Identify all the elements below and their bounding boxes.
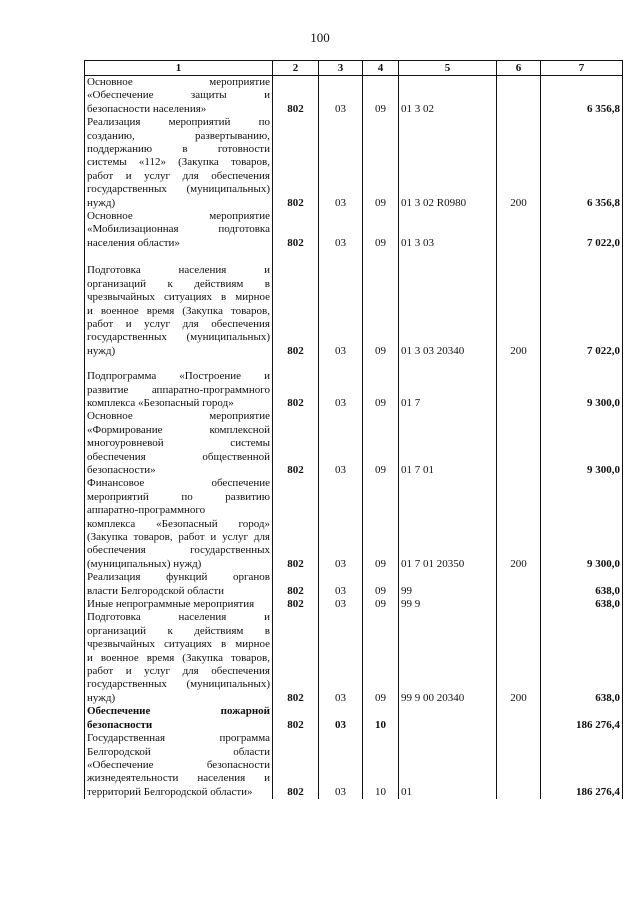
row-name-line: нужд) <box>87 196 116 209</box>
table-row <box>85 571 623 598</box>
row-gr: 802 <box>273 76 319 117</box>
row-sum: 186 276,4 <box>541 705 623 732</box>
row-name-line: Государственная программа <box>87 732 270 745</box>
row-name-line: Основное мероприятие <box>87 76 270 88</box>
row-name <box>85 410 273 477</box>
spacer-cell <box>541 250 623 264</box>
row-vr <box>497 76 541 117</box>
row-gr: 802 <box>273 732 319 799</box>
row-gr: 802 <box>273 210 319 250</box>
row-vr: 200 <box>497 264 541 358</box>
table-row <box>85 210 623 250</box>
row-name-line: государственных (муниципальных) <box>87 331 270 344</box>
row-name-line: Реализация мероприятий по <box>87 116 270 129</box>
row-name-line: «Формирование комплексной <box>87 423 270 436</box>
row-gr: 802 <box>273 571 319 598</box>
row-vr <box>497 732 541 799</box>
row-rz: 03 <box>319 210 363 250</box>
row-csr: 99 9 00 20340 <box>399 611 497 705</box>
spacer-cell <box>363 358 399 370</box>
spacer-cell <box>319 358 363 370</box>
row-sum: 638,0 <box>541 611 623 705</box>
row-rz: 03 <box>319 571 363 598</box>
row-csr: 99 9 <box>399 598 497 611</box>
row-gr: 802 <box>273 116 319 210</box>
spacer-cell <box>399 250 497 264</box>
row-rz: 03 <box>319 611 363 705</box>
row-pr: 09 <box>363 598 399 611</box>
row-name-line: комплекса «Безопасный город» <box>87 396 234 409</box>
row-name-line: населения области» <box>87 236 180 249</box>
row-name-line: «Мобилизационная подготовка <box>87 223 270 236</box>
header-col-5: 5 <box>399 61 497 76</box>
row-name-line: системы «112» (Закупка товаров, <box>87 156 270 169</box>
spacer-cell <box>541 358 623 370</box>
row-name-line: Иные непрограммные мероприятия <box>87 598 255 611</box>
row-name-line: Финансовое обеспечение <box>87 477 270 490</box>
row-rz: 03 <box>319 370 363 410</box>
row-rz: 03 <box>319 598 363 611</box>
row-name <box>85 477 273 571</box>
row-vr <box>497 410 541 477</box>
row-name <box>85 611 273 705</box>
row-sum: 7 022,0 <box>541 210 623 250</box>
row-pr: 10 <box>363 732 399 799</box>
table-body <box>85 76 623 800</box>
row-gr: 802 <box>273 611 319 705</box>
spacer-cell <box>497 358 541 370</box>
table-row <box>85 76 623 117</box>
row-name-line: нужд) <box>87 691 116 704</box>
row-name-line: Основное мероприятие <box>87 410 270 423</box>
row-csr <box>399 705 497 732</box>
header-col-1: 1 <box>85 61 273 76</box>
row-sum: 638,0 <box>541 571 623 598</box>
row-rz: 03 <box>319 732 363 799</box>
row-name-line: работ и услуг для обеспечения <box>87 665 270 678</box>
spacer-cell <box>497 250 541 264</box>
row-gr: 802 <box>273 598 319 611</box>
row-sum: 7 022,0 <box>541 264 623 358</box>
row-name <box>85 76 273 117</box>
row-name-line: территорий Белгородской области» <box>87 785 253 798</box>
row-csr: 01 3 03 20340 <box>399 264 497 358</box>
row-sum: 9 300,0 <box>541 370 623 410</box>
row-gr: 802 <box>273 705 319 732</box>
row-name <box>85 732 273 799</box>
row-name-line: чрезвычайных ситуациях в мирное <box>87 638 270 651</box>
row-rz: 03 <box>319 477 363 571</box>
table-row <box>85 116 623 210</box>
row-sum: 9 300,0 <box>541 410 623 477</box>
row-vr <box>497 210 541 250</box>
row-gr: 802 <box>273 410 319 477</box>
row-name-line: мероприятий по развитию <box>87 490 270 503</box>
row-name-line: организаций к действиям в <box>87 624 270 637</box>
row-name-line: обеспечения государственных <box>87 544 270 557</box>
row-pr: 09 <box>363 410 399 477</box>
table-row <box>85 264 623 358</box>
table-row <box>85 477 623 571</box>
row-csr: 01 <box>399 732 497 799</box>
row-pr: 09 <box>363 264 399 358</box>
header-col-3: 3 <box>319 61 363 76</box>
row-rz: 03 <box>319 705 363 732</box>
row-csr: 01 3 02 R0980 <box>399 116 497 210</box>
row-pr: 09 <box>363 210 399 250</box>
table-row <box>85 705 623 732</box>
row-name-line: Реализация функций органов <box>87 571 270 584</box>
row-rz: 03 <box>319 116 363 210</box>
row-name-line: и военное время (Закупка товаров, <box>87 651 270 664</box>
row-vr <box>497 370 541 410</box>
row-name-line: государственных (муниципальных) <box>87 183 270 196</box>
row-name-line: Подготовка населения и <box>87 264 270 277</box>
budget-table <box>84 60 623 799</box>
row-name-line: обеспечения общественной <box>87 450 270 463</box>
row-gr: 802 <box>273 264 319 358</box>
row-vr: 200 <box>497 477 541 571</box>
row-name-line: созданию, развертыванию, <box>87 129 270 142</box>
row-csr: 01 3 03 <box>399 210 497 250</box>
spacer-cell <box>85 250 273 264</box>
row-pr: 09 <box>363 571 399 598</box>
table-header-row <box>85 61 623 76</box>
row-name <box>85 370 273 410</box>
row-csr: 01 7 01 20350 <box>399 477 497 571</box>
row-name-line: Обеспечение пожарной <box>87 705 270 718</box>
row-name-line: государственных (муниципальных) <box>87 678 270 691</box>
row-name-line: власти Белгородской области <box>87 584 225 597</box>
row-name-line: (Закупка товаров, работ и услуг для <box>87 531 270 543</box>
row-name-line: безопасности <box>87 718 153 731</box>
row-name-line: работ и услуг для обеспечения <box>87 169 270 182</box>
row-pr: 09 <box>363 76 399 117</box>
row-name-line: «Обеспечение безопасности <box>87 758 270 771</box>
spacer-cell <box>273 250 319 264</box>
row-name-line: Подготовка населения и <box>87 611 270 624</box>
table-row <box>85 370 623 410</box>
row-name <box>85 598 273 611</box>
spacer-cell <box>399 358 497 370</box>
row-vr: 200 <box>497 116 541 210</box>
row-sum: 186 276,4 <box>541 732 623 799</box>
row-rz: 03 <box>319 410 363 477</box>
row-sum: 6 356,8 <box>541 76 623 117</box>
spacer-cell <box>273 358 319 370</box>
row-sum: 9 300,0 <box>541 477 623 571</box>
row-rz: 03 <box>319 76 363 117</box>
row-vr: 200 <box>497 611 541 705</box>
row-name-line: комплекса «Безопасный город» <box>87 517 270 530</box>
row-name-line: чрезвычайных ситуациях в мирное <box>87 291 270 304</box>
row-csr: 99 <box>399 571 497 598</box>
row-name-line: Подпрограмма «Построение и <box>87 370 270 383</box>
row-spacer <box>85 358 623 370</box>
row-name <box>85 264 273 358</box>
table-row <box>85 611 623 705</box>
row-pr: 09 <box>363 611 399 705</box>
row-name-line: (муниципальных) нужд) <box>87 557 202 570</box>
table-row <box>85 410 623 477</box>
row-name-line: работ и услуг для обеспечения <box>87 317 270 330</box>
row-name <box>85 705 273 732</box>
spacer-cell <box>363 250 399 264</box>
row-name <box>85 210 273 250</box>
row-name-line: безопасности» <box>87 463 156 476</box>
page-number: 100 <box>310 30 330 45</box>
row-vr <box>497 598 541 611</box>
row-gr: 802 <box>273 477 319 571</box>
table-row <box>85 732 623 799</box>
row-rz: 03 <box>319 264 363 358</box>
spacer-cell <box>319 250 363 264</box>
row-vr <box>497 705 541 732</box>
row-pr: 10 <box>363 705 399 732</box>
row-vr <box>497 571 541 598</box>
row-pr: 09 <box>363 370 399 410</box>
table-row <box>85 598 623 611</box>
row-spacer <box>85 250 623 264</box>
row-name <box>85 571 273 598</box>
row-name-line: поддержанию в готовности <box>87 143 270 156</box>
row-sum: 638,0 <box>541 598 623 611</box>
row-name-line: и военное время (Закупка товаров, <box>87 304 270 317</box>
row-name-line: Основное мероприятие <box>87 210 270 223</box>
row-name <box>85 116 273 210</box>
header-col-2: 2 <box>273 61 319 76</box>
row-pr: 09 <box>363 116 399 210</box>
row-name-line: аппаратно-программного <box>87 504 206 517</box>
row-name-line: развитие аппаратно-программного <box>87 383 270 396</box>
row-gr: 802 <box>273 370 319 410</box>
row-name-line: Белгородской области <box>87 745 270 758</box>
header-col-7: 7 <box>541 61 623 76</box>
row-name-line: нужд) <box>87 344 116 357</box>
header-col-6: 6 <box>497 61 541 76</box>
row-name-line: организаций к действиям в <box>87 277 270 290</box>
row-name-line: жизнедеятельности населения и <box>87 772 270 785</box>
row-name-line: безопасности населения» <box>87 102 207 115</box>
row-name-line: «Обеспечение защиты и <box>87 89 270 102</box>
row-name-line: многоуровневой системы <box>87 437 270 450</box>
row-csr: 01 7 01 <box>399 410 497 477</box>
header-col-4: 4 <box>363 61 399 76</box>
row-pr: 09 <box>363 477 399 571</box>
spacer-cell <box>85 358 273 370</box>
row-sum: 6 356,8 <box>541 116 623 210</box>
row-csr: 01 3 02 <box>399 76 497 117</box>
row-csr: 01 7 <box>399 370 497 410</box>
